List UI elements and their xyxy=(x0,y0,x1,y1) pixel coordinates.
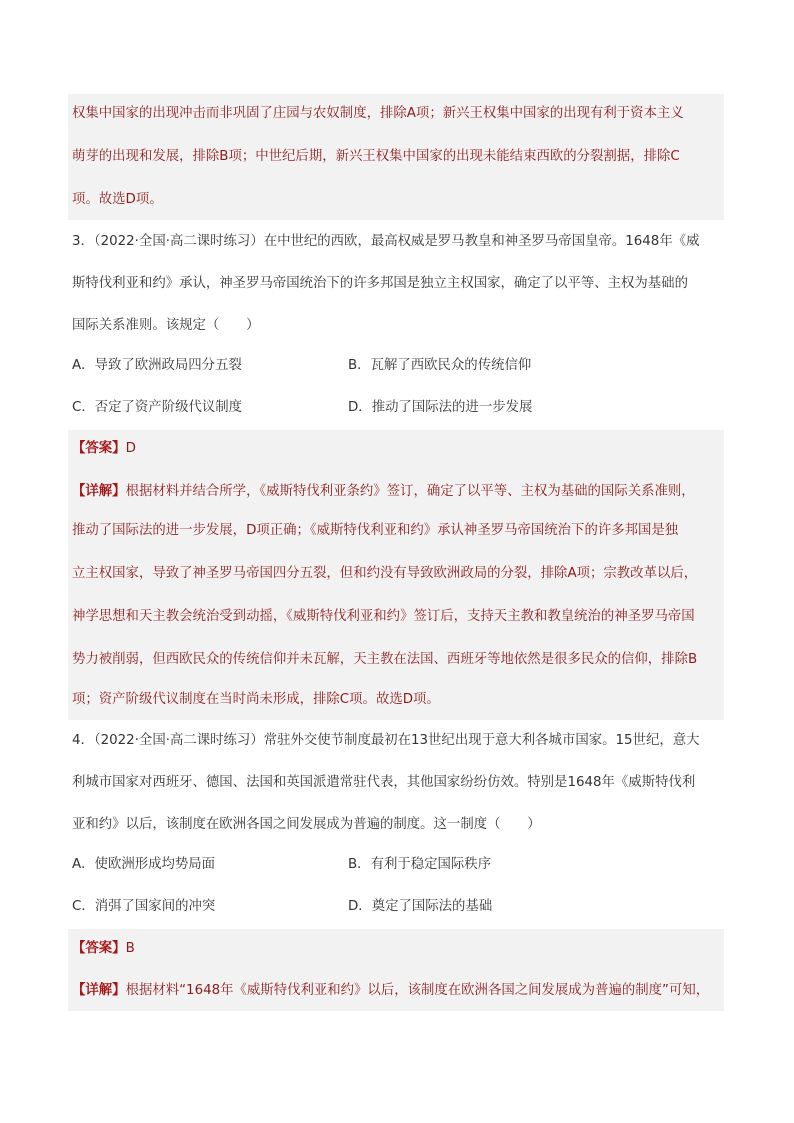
detail-label: 【详解】 xyxy=(72,983,126,998)
question-3-answer xyxy=(72,439,724,459)
question-3-detail-line: 项；资产阶级代议制度在当时尚未形成，排除C项。故选D项。 xyxy=(72,692,440,707)
detail-label: 【详解】 xyxy=(72,484,126,499)
question-3-stem-line: 斯特伐利亚和约》承认，神圣罗马帝国统治下的许多邦国是独立主权国家，确定了以平等、主权为基础的 xyxy=(72,276,688,291)
question-4-stem-line: 利城市国家对西班牙、德国、法国和英国派遣常驻代表，其他国家纷纷仿效。特别是1648年《威斯特伐利 xyxy=(72,775,696,790)
question-4-stem-line: 4．（2022·全国·高二课时练习）常驻外交使节制度最初在13世纪出现于意大利各城市国家。15世纪，意大 xyxy=(72,733,700,748)
question-3-detail-line: 立主权国家，导致了神圣罗马帝国四分五裂，但和约没有导致欧洲政局的分裂，排除A项；宗教改革以后， xyxy=(72,566,698,581)
question-4-option-c: C．消弭了国家间的冲突 xyxy=(72,899,216,914)
answer-value: B xyxy=(125,941,135,956)
question-3-detail-line: 推动了国际法的进一步发展，D项正确；《威斯特伐利亚和约》承认神圣罗马帝国统治下的许多邦国是独 xyxy=(72,523,679,538)
question-3-stem-line: 国际关系准则。该规定（ ） xyxy=(72,318,260,333)
detail-text: 根据材料“1648年《威斯特伐利亚和约》以后，该制度在欧洲各国之间发展成为普遍的制度”可知， xyxy=(125,983,710,998)
answer-label: 【答案】 xyxy=(72,441,126,456)
question-4-detail-line xyxy=(72,981,724,1001)
question-3-option-c: C．否定了资产阶级代议制度 xyxy=(72,400,243,415)
question-4-option-a: A．使欧洲形成均势局面 xyxy=(72,857,216,872)
question-4-answer xyxy=(72,939,724,959)
explanation-line: 萌芽的出现和发展，排除B项；中世纪后期，新兴王权集中国家的出现未能结束西欧的分裂割据，排除C xyxy=(72,149,680,164)
question-3-detail-line xyxy=(72,482,724,502)
question-4-stem-line: 亚和约》以后，该制度在欧洲各国之间发展成为普遍的制度。这一制度（ ） xyxy=(72,817,541,832)
explanation-line: 权集中国家的出现冲击而非巩固了庄园与农奴制度，排除A项；新兴王权集中国家的出现有利于资本主义 xyxy=(72,106,684,121)
question-3-option-d: D．推动了国际法的进一步发展 xyxy=(348,400,533,415)
question-3-detail-line: 神学思想和天主教会统治受到动摇，《威斯特伐利亚和约》签订后，支持天主教和教皇统治的神圣罗马帝国 xyxy=(72,609,695,624)
question-3-stem-line: 3．（2022·全国·高二课时练习）在中世纪的西欧，最高权威是罗马教皇和神圣罗马帝国皇帝。1648年《威 xyxy=(72,234,700,249)
question-3-detail-line: 势力被削弱，但西欧民众的传统信仰并未瓦解，天主教在法国、西班牙等地依然是很多民众的信仰，排除B xyxy=(72,652,698,667)
question-3-option-b: B．瓦解了西欧民众的传统信仰 xyxy=(348,358,532,373)
detail-text: 根据材料并结合所学，《威斯特伐利亚条约》签订，确定了以平等、主权为基础的国际关系准则， xyxy=(125,484,695,499)
explanation-line: 项。故选D项。 xyxy=(72,192,163,207)
question-4-option-d: D．奠定了国际法的基础 xyxy=(348,899,493,914)
question-4-option-b: B．有利于稳定国际秩序 xyxy=(348,857,492,872)
answer-label: 【答案】 xyxy=(72,941,126,956)
answer-value: D xyxy=(125,441,136,456)
question-3-option-a: A．导致了欧洲政局四分五裂 xyxy=(72,358,242,373)
